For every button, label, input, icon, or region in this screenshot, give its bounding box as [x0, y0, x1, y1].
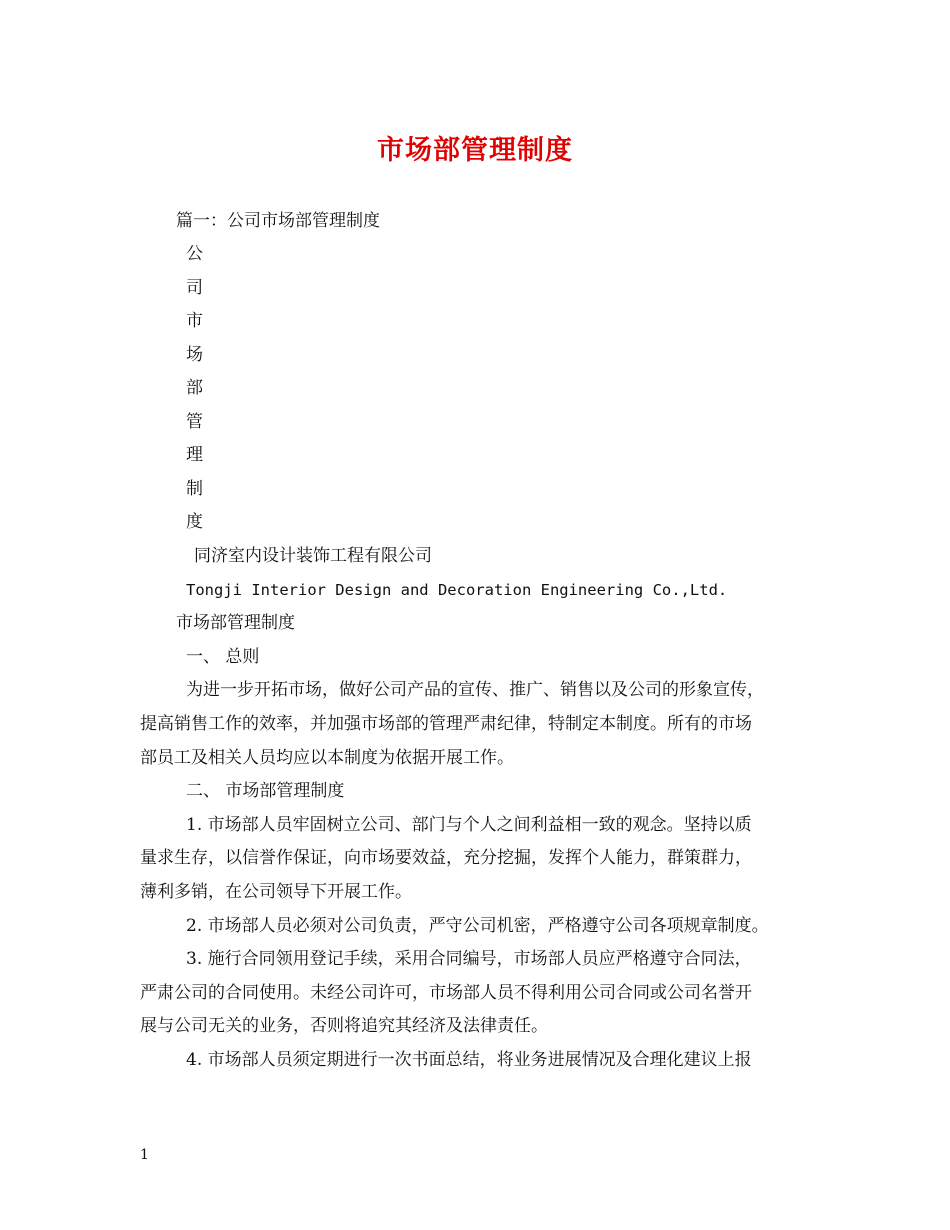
section-general-heading: 一、 总则: [186, 647, 260, 667]
vertical-char: 管: [186, 412, 203, 432]
document-title: 市场部管理制度: [377, 135, 573, 166]
vertical-char: 公: [186, 244, 203, 264]
vertical-char: 场: [186, 345, 203, 365]
body-line: 展与公司无关的业务，否则将追究其经济及法律责任。: [140, 1016, 548, 1036]
page-number: 1: [140, 1147, 149, 1163]
body-line: 3. 施行合同领用登记手续，采用合同编号，市场部人员应严格遵守合同法，: [186, 949, 752, 969]
vertical-char: 制: [186, 479, 203, 499]
vertical-char: 度: [186, 512, 203, 532]
company-name-en: Tongji Interior Design and Decoration Engineering Co.,Ltd.: [186, 581, 728, 599]
body-line: 1. 市场部人员牢固树立公司、部门与个人之间利益相一致的观念。坚持以质: [186, 815, 752, 835]
vertical-char: 理: [186, 445, 203, 465]
body-line: 为进一步开拓市场，做好公司产品的宣传、推广、销售以及公司的形象宣传，: [186, 680, 764, 700]
company-name-cn: 同济室内设计装饰工程有限公司: [194, 546, 432, 566]
body-line: 部员工及相关人员均应以本制度为依据开展工作。: [140, 748, 514, 768]
document-subtitle: 市场部管理制度: [176, 613, 295, 633]
body-line: 量求生存，以信誉作保证，向市场要效益，充分挖掘，发挥个人能力，群策群力，: [140, 848, 752, 868]
vertical-char: 市: [186, 311, 203, 331]
vertical-char: 部: [186, 378, 203, 398]
body-line: 提高销售工作的效率，并加强市场部的管理严肃纪律，特制定本制度。所有的市场: [140, 714, 752, 734]
section-management-heading: 二、 市场部管理制度: [186, 781, 345, 801]
vertical-char: 司: [186, 278, 203, 298]
body-line: 4. 市场部人员须定期进行一次书面总结，将业务进展情况及合理化建议上报: [186, 1050, 752, 1070]
body-line: 严肃公司的合同使用。未经公司许可，市场部人员不得利用公司合同或公司名誉开: [140, 983, 752, 1003]
section-heading: 篇一：公司市场部管理制度: [176, 211, 380, 231]
body-line: 2. 市场部人员必须对公司负责，严守公司机密，严格遵守公司各项规章制度。: [186, 916, 769, 936]
body-line: 薄利多销，在公司领导下开展工作。: [140, 882, 412, 902]
